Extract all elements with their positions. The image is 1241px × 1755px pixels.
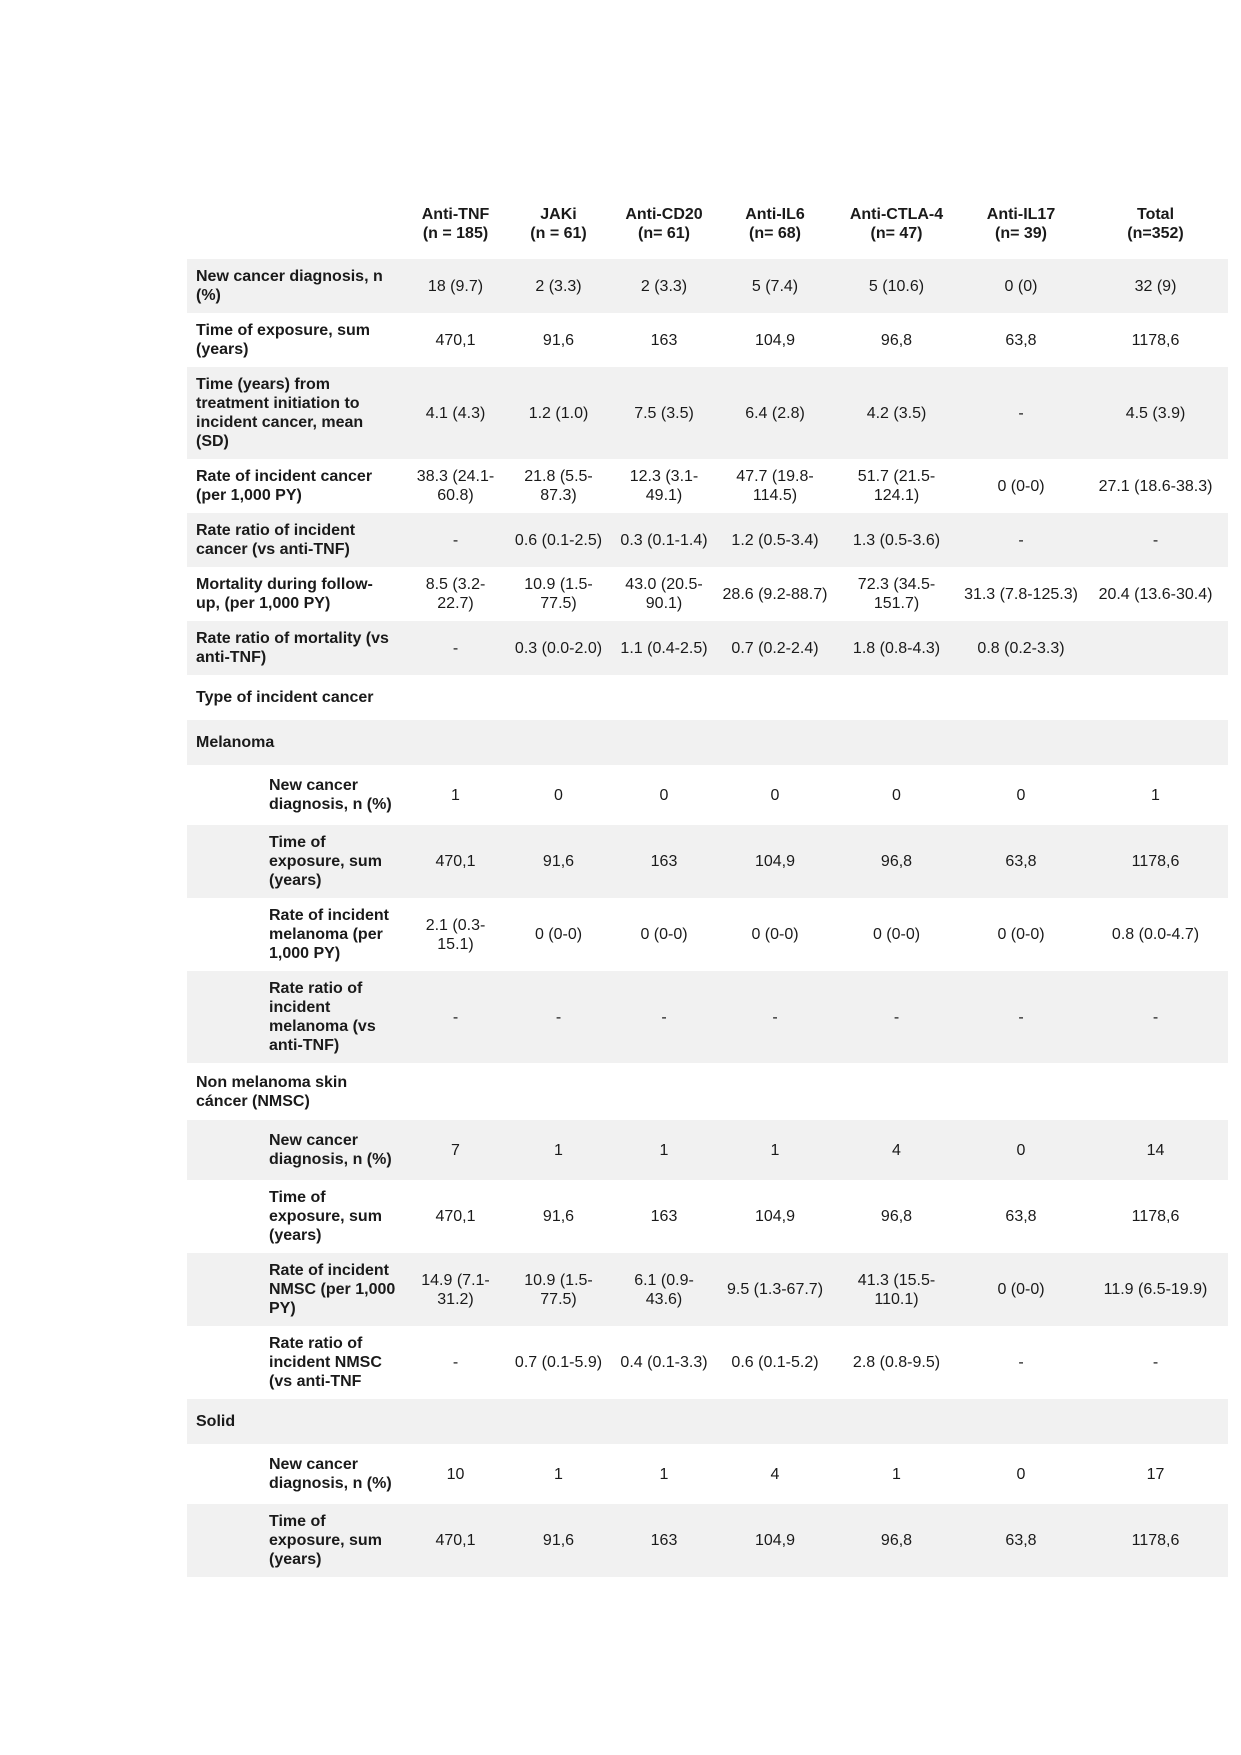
value-cell: 18 (9.7) — [406, 259, 505, 313]
value-cell: 0.6 (0.1-5.2) — [731, 1354, 819, 1371]
value-cell: 0 — [1016, 1465, 1026, 1483]
column-name: Anti-IL6 — [745, 206, 805, 223]
empty-cell — [959, 720, 1083, 765]
value-cell: 7.5 (3.5) — [612, 367, 716, 459]
empty-cell — [1083, 1063, 1228, 1120]
empty-cell — [834, 720, 959, 765]
column-n: (n = 185) — [422, 225, 489, 242]
table-row — [187, 898, 1228, 971]
value-cell: 91,6 — [542, 1208, 575, 1225]
value-cell: - — [1083, 513, 1228, 567]
value-cell: 96,8 — [880, 1208, 913, 1225]
section-heading: Melanoma — [187, 720, 406, 765]
table-row — [187, 567, 1228, 621]
value-cell: 28.6 (9.2-88.7) — [722, 585, 828, 603]
empty-cell — [505, 1399, 612, 1444]
value-cell: 0 — [770, 786, 780, 804]
value-cell: - — [834, 971, 959, 1063]
row-label: New cancer diagnosis, n (%) — [269, 1456, 392, 1492]
value-cell: 470,1 — [435, 1208, 476, 1225]
value-cell: 1178,6 — [1083, 1504, 1228, 1577]
value-cell: 4.1 (4.3) — [406, 367, 505, 459]
value-cell: 10.9 (1.5-77.5) — [524, 576, 593, 612]
table-row — [187, 825, 1228, 898]
value-cell: - — [505, 971, 612, 1063]
value-cell: 104,9 — [754, 1208, 796, 1225]
value-cell: - — [452, 1354, 459, 1371]
table-row — [187, 1326, 1228, 1399]
empty-cell — [1083, 720, 1228, 765]
column-name: Anti-IL17 — [986, 206, 1056, 223]
row-label: Rate ratio of incident NMSC (vs anti-TNF — [269, 1335, 382, 1390]
column-n: (n= 39) — [994, 225, 1047, 242]
column-header — [1083, 201, 1228, 259]
value-cell: 104,9 — [716, 825, 834, 898]
column-header — [505, 201, 612, 259]
value-cell: 72.3 (34.5-151.7) — [857, 576, 936, 612]
column-n: (n= 61) — [637, 225, 690, 242]
results-table-container — [187, 201, 1228, 1577]
value-cell: 8.5 (3.2-22.7) — [425, 576, 486, 612]
value-cell: 63,8 — [959, 1504, 1083, 1577]
column-name: Anti-CD20 — [625, 206, 703, 223]
table-row — [187, 259, 1228, 313]
value-cell: 1 — [892, 1465, 901, 1483]
value-cell: 4.2 (3.5) — [834, 367, 959, 459]
value-cell: 0 (0-0) — [997, 926, 1045, 943]
empty-cell — [406, 1399, 505, 1444]
value-cell: 0 (0-0) — [997, 477, 1045, 495]
value-cell: 2 (3.3) — [505, 259, 612, 313]
value-cell: 1.8 (0.8-4.3) — [834, 621, 959, 675]
row-label: Time of exposure, sum (years) — [187, 1504, 406, 1577]
value-cell: - — [959, 367, 1083, 459]
row-label: Time of exposure, sum (years) — [196, 322, 370, 358]
row-label: Rate of incident cancer (per 1,000 PY) — [196, 468, 373, 504]
value-cell: 163 — [650, 1208, 678, 1225]
value-cell: 14 — [1083, 1120, 1228, 1180]
column-header — [959, 201, 1083, 259]
value-cell: 20.4 (13.6-30.4) — [1098, 585, 1213, 603]
value-cell: 1.3 (0.5-3.6) — [834, 513, 959, 567]
value-cell: 163 — [612, 1504, 716, 1577]
value-cell: 2.1 (0.3-15.1) — [425, 916, 486, 953]
value-cell: 41.3 (15.5-110.1) — [834, 1253, 959, 1326]
value-cell: - — [406, 513, 505, 567]
value-cell: 5 (7.4) — [716, 259, 834, 313]
section-row — [187, 1399, 1228, 1444]
table-row — [187, 621, 1228, 675]
empty-cell — [406, 675, 505, 720]
value-cell: 4 — [834, 1120, 959, 1180]
value-cell: 31.3 (7.8-125.3) — [964, 585, 1078, 603]
table-row — [187, 1504, 1228, 1577]
value-cell: 163 — [612, 825, 716, 898]
value-cell: 0.3 (0.1-1.4) — [612, 513, 716, 567]
value-cell: 470,1 — [406, 825, 505, 898]
empty-cell — [1083, 1399, 1228, 1444]
empty-cell — [716, 1399, 834, 1444]
row-label: Time (years) from treatment initiation to incident cancer, mean (SD) — [187, 367, 406, 459]
value-cell: 5 (10.6) — [834, 259, 959, 313]
value-cell: - — [406, 621, 505, 675]
value-cell: 470,1 — [435, 331, 476, 349]
value-cell: 1.2 (0.5-3.4) — [716, 513, 834, 567]
table-row — [187, 1180, 1228, 1253]
value-cell: 14.9 (7.1-31.2) — [406, 1253, 505, 1326]
value-cell: 0 — [659, 786, 669, 804]
value-cell: 0 — [892, 786, 901, 804]
table-body — [187, 259, 1228, 1577]
column-n: (n = 61) — [530, 225, 587, 242]
value-cell: 1 — [1151, 786, 1160, 804]
value-cell: 11.9 (6.5-19.9) — [1083, 1253, 1228, 1326]
value-cell: 1.1 (0.4-2.5) — [612, 621, 716, 675]
value-cell: 1 — [716, 1120, 834, 1180]
header-row — [187, 201, 1228, 259]
value-cell: 0.7 (0.2-2.4) — [716, 621, 834, 675]
row-label: Rate ratio of incident melanoma (vs anti-TNF) — [187, 971, 406, 1063]
empty-cell — [834, 1399, 959, 1444]
value-cell: - — [716, 971, 834, 1063]
section-row — [187, 1063, 1228, 1120]
row-label: New cancer diagnosis, n (%) — [269, 777, 392, 813]
incident-cancer-table — [187, 201, 1228, 1577]
section-heading: Non melanoma skin cáncer (NMSC) — [196, 1073, 348, 1110]
value-cell: 51.7 (21.5-124.1) — [857, 468, 936, 504]
empty-cell — [716, 720, 834, 765]
row-label: Mortality during follow-up, (per 1,000 PY) — [196, 576, 373, 612]
empty-cell — [716, 1063, 834, 1120]
value-cell: 32 (9) — [1083, 259, 1228, 313]
value-cell: 0 — [959, 1120, 1083, 1180]
value-cell: 1178,6 — [1131, 331, 1180, 349]
value-cell: 0.4 (0.1-3.3) — [620, 1354, 708, 1371]
value-cell: 0.6 (0.1-2.5) — [505, 513, 612, 567]
value-cell: 7 — [406, 1120, 505, 1180]
value-cell: 9.5 (1.3-67.7) — [716, 1253, 834, 1326]
row-label: Rate of incident NMSC (per 1,000 PY) — [187, 1253, 406, 1326]
value-cell: 10.9 (1.5-77.5) — [505, 1253, 612, 1326]
table-row — [187, 367, 1228, 459]
value-cell: 91,6 — [505, 825, 612, 898]
section-heading: Type of incident cancer — [196, 689, 374, 706]
value-cell: - — [959, 513, 1083, 567]
value-cell: 0 (0) — [959, 259, 1083, 313]
value-cell: 0.3 (0.0-2.0) — [505, 621, 612, 675]
value-cell: 91,6 — [505, 1504, 612, 1577]
row-label: Rate of incident melanoma (per 1,000 PY) — [269, 907, 390, 962]
value-cell: 0 — [554, 786, 563, 804]
table-row — [187, 971, 1228, 1063]
value-cell: 43.0 (20.5-90.1) — [625, 576, 703, 612]
value-cell: - — [612, 971, 716, 1063]
value-cell: 1178,6 — [1131, 1208, 1180, 1225]
value-cell: - — [1083, 971, 1228, 1063]
row-label: Time of exposure, sum (years) — [187, 825, 406, 898]
value-cell: 2.8 (0.8-9.5) — [852, 1354, 941, 1371]
value-cell: 21.8 (5.5-87.3) — [524, 468, 593, 504]
value-cell: - — [406, 971, 505, 1063]
value-cell: 96,8 — [834, 1504, 959, 1577]
column-n: (n= 68) — [748, 225, 801, 242]
empty-cell — [406, 1063, 505, 1120]
column-n: (n= 47) — [870, 225, 923, 242]
row-label: Time of exposure, sum (years) — [269, 1189, 382, 1244]
value-cell: 0.8 (0.2-3.3) — [959, 621, 1083, 675]
column-name: Anti-CTLA-4 — [849, 206, 944, 223]
empty-cell — [716, 675, 834, 720]
empty-cell — [505, 1063, 612, 1120]
section-row — [187, 675, 1228, 720]
empty-cell — [959, 1399, 1083, 1444]
empty-cell — [834, 1063, 959, 1120]
empty-cell — [612, 1063, 716, 1120]
value-cell: 38.3 (24.1-60.8) — [416, 468, 495, 504]
section-row — [187, 720, 1228, 765]
column-header — [716, 201, 834, 259]
value-cell: 91,6 — [542, 331, 575, 349]
row-label: Rate ratio of mortality (vs anti-TNF) — [187, 621, 406, 675]
value-cell: 96,8 — [880, 331, 913, 349]
value-cell: 104,9 — [716, 1504, 834, 1577]
value-cell: 0 (0-0) — [640, 926, 688, 943]
value-cell: 1.2 (1.0) — [505, 367, 612, 459]
value-cell: 0 (0-0) — [872, 926, 921, 943]
value-cell: 0.7 (0.1-5.9) — [514, 1354, 603, 1371]
value-cell: 27.1 (18.6-38.3) — [1098, 477, 1213, 495]
section-heading: Solid — [187, 1399, 406, 1444]
row-label: Rate ratio of incident cancer (vs anti-TNF) — [187, 513, 406, 567]
empty-cell — [612, 720, 716, 765]
value-cell: 63,8 — [959, 825, 1083, 898]
value-cell: 6.4 (2.8) — [716, 367, 834, 459]
table-row — [187, 1120, 1228, 1180]
value-cell: 104,9 — [754, 331, 796, 349]
value-cell: 10 — [446, 1465, 465, 1483]
value-cell: 4 — [770, 1465, 780, 1483]
empty-cell — [505, 720, 612, 765]
header-label-cell — [187, 201, 406, 259]
value-cell: 0.8 (0.0-4.7) — [1111, 926, 1200, 943]
value-cell: - — [959, 971, 1083, 1063]
table-row — [187, 313, 1228, 367]
table-row — [187, 1444, 1228, 1504]
value-cell: 63,8 — [1005, 331, 1037, 349]
value-cell: 0 (0-0) — [959, 1253, 1083, 1326]
value-cell: 0 (0-0) — [534, 926, 583, 943]
empty-cell — [959, 675, 1083, 720]
value-cell: 1 — [659, 1465, 669, 1483]
empty-cell — [612, 675, 716, 720]
value-cell: 1 — [612, 1120, 716, 1180]
value-cell: 17 — [1146, 1465, 1165, 1483]
value-cell: 47.7 (19.8-114.5) — [736, 468, 814, 504]
column-header — [406, 201, 505, 259]
value-cell: 96,8 — [834, 825, 959, 898]
table-row — [187, 1253, 1228, 1326]
value-cell: 6.1 (0.9-43.6) — [612, 1253, 716, 1326]
column-header — [834, 201, 959, 259]
empty-cell — [505, 675, 612, 720]
empty-cell — [959, 1063, 1083, 1120]
value-cell: - — [1152, 1354, 1159, 1371]
value-cell: 1178,6 — [1083, 825, 1228, 898]
value-cell: - — [1018, 1354, 1024, 1371]
table-row — [187, 459, 1228, 513]
column-n: (n=352) — [1127, 225, 1184, 242]
value-cell: 470,1 — [406, 1504, 505, 1577]
column-header — [612, 201, 716, 259]
value-cell: 4.5 (3.9) — [1083, 367, 1228, 459]
empty-cell — [406, 720, 505, 765]
value-cell: 12.3 (3.1-49.1) — [629, 468, 699, 504]
column-name: Anti-TNF — [421, 206, 490, 223]
empty-cell — [1083, 675, 1228, 720]
value-cell: 63,8 — [1005, 1208, 1037, 1225]
value-cell: 0 (0-0) — [751, 926, 799, 943]
empty-cell — [834, 675, 959, 720]
empty-cell — [612, 1399, 716, 1444]
value-cell — [1083, 621, 1228, 675]
value-cell: 1 — [505, 1120, 612, 1180]
value-cell: 1 — [451, 786, 460, 804]
row-label: New cancer diagnosis, n (%) — [187, 259, 406, 313]
column-name: Total — [1136, 206, 1175, 223]
row-label: New cancer diagnosis, n (%) — [187, 1120, 406, 1180]
table-row — [187, 513, 1228, 567]
value-cell: 1 — [554, 1465, 563, 1483]
column-name: JAKi — [540, 206, 577, 223]
table-row — [187, 765, 1228, 825]
value-cell: 2 (3.3) — [612, 259, 716, 313]
value-cell: 0 — [1016, 786, 1026, 804]
value-cell: 163 — [650, 331, 678, 349]
